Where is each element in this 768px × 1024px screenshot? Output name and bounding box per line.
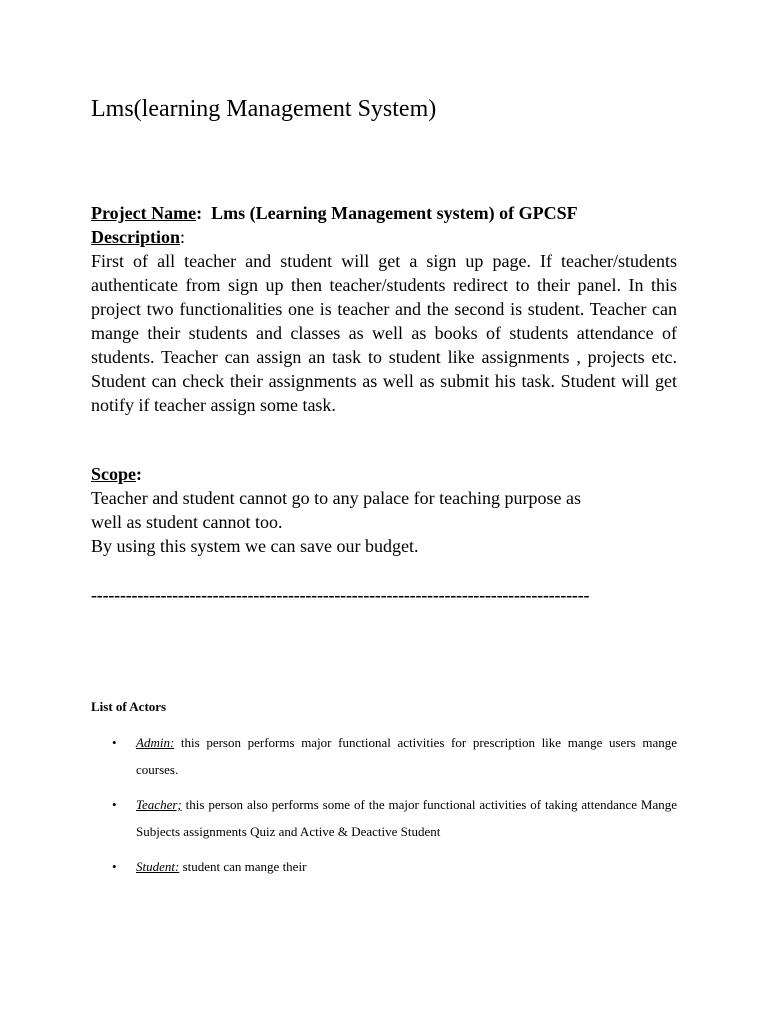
- actor-text: this person also performs some of the major functional activities of taking attendance Mange Subjects assignments Quiz and Active & Deactive Student: [136, 797, 677, 839]
- project-name-line: [91, 201, 578, 225]
- scope-body: [91, 486, 671, 558]
- actor-name: Teacher;: [136, 797, 182, 812]
- description-label: Description: [91, 227, 180, 247]
- document-title: Lms(learning Management System): [91, 96, 437, 122]
- description-colon: :: [180, 227, 186, 247]
- project-name-colon: :: [196, 203, 203, 223]
- dashed-divider: --------------------------------------------------------------------------------------: [91, 585, 590, 605]
- bullet-icon: •: [112, 797, 117, 812]
- list-item-student: [91, 853, 677, 880]
- list-item-admin: [91, 729, 677, 783]
- scope-colon: :: [136, 464, 142, 484]
- scope-line: By using this system we can save our budget.: [91, 536, 419, 556]
- actor-text: this person performs major functional activities for prescription like mange users mange courses.: [136, 735, 677, 777]
- description-body: First of all teacher and student will get a sign up page. If teacher/students authenticate from sign up then teacher/students redirect to their panel. In this project two functionalities one is teacher and the second is student. Teacher can mange their students and classes as well as books of students attendance of students. Teacher can assign an task to student like assignments , projects etc. Student can check their assignments as well as submit his task. Student will get notify if teacher assign some task.: [91, 251, 677, 415]
- project-name-value: Lms (Learning Management system) of GPCSF: [202, 203, 578, 223]
- description-heading: [91, 225, 185, 249]
- bullet-icon: •: [112, 735, 117, 750]
- scope-line: well as student cannot too.: [91, 512, 283, 532]
- list-item-teacher: [91, 791, 677, 845]
- actors-heading: List of Actors: [91, 699, 167, 714]
- scope-label: Scope: [91, 464, 136, 484]
- scope-heading: [91, 462, 142, 486]
- actor-name: Admin:: [136, 735, 175, 750]
- scope-line: Teacher and student cannot go to any palace for teaching purpose as: [91, 488, 582, 508]
- actor-name: Student:: [136, 859, 180, 874]
- actor-list: [91, 729, 677, 888]
- bullet-icon: •: [112, 859, 117, 874]
- actor-text: student can mange their: [179, 859, 307, 874]
- project-name-label: Project Name: [91, 203, 197, 223]
